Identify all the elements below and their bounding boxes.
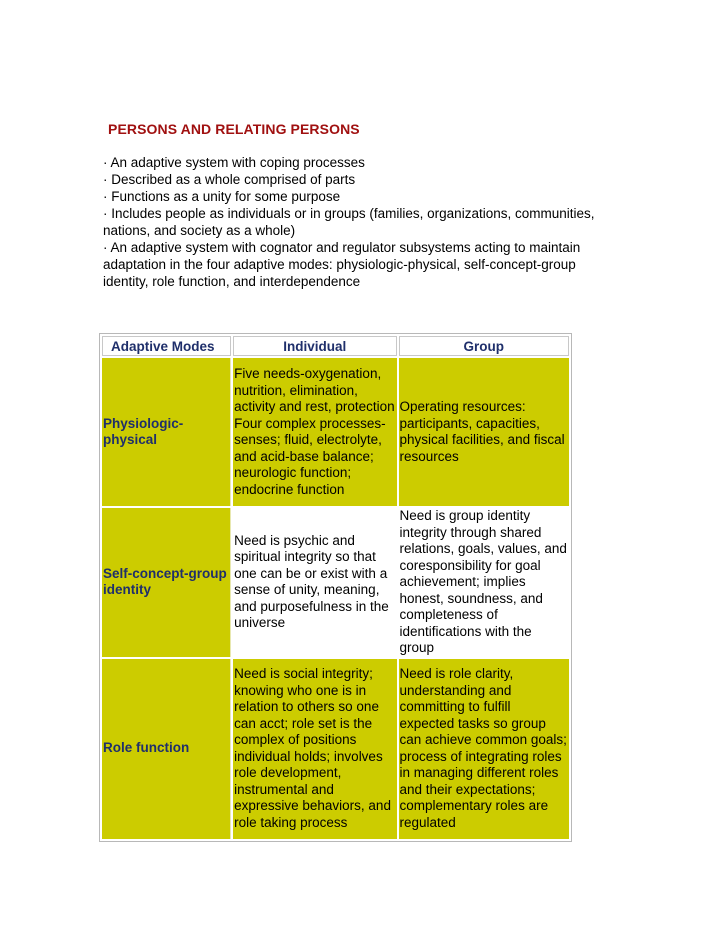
individual-cell: Five needs-oxygenation, nutrition, elimination, activity and rest, protection Four complex processes-senses; fluid, electrolyte, and acid-base balance; neurologic function; endocrine function bbox=[233, 358, 396, 506]
table-row bbox=[102, 659, 569, 839]
bullet-item: · An adaptive system with coping processes bbox=[103, 155, 365, 170]
intro-bullet-list bbox=[103, 154, 623, 290]
group-cell: Need is group identity integrity through shared relations, goals, values, and coresponsibility for goal achievement; implies honest, soundness, and completeness of identifications with the group bbox=[399, 508, 569, 657]
page-title: PERSONS AND RELATING PERSONS bbox=[108, 121, 360, 137]
group-cell: Operating resources: participants, capacities, physical facilities, and fiscal resources bbox=[399, 358, 569, 506]
table-row bbox=[102, 358, 569, 506]
header-group: Group bbox=[399, 336, 569, 356]
bullet-item: · Described as a whole comprised of parts bbox=[103, 172, 356, 187]
table-row bbox=[102, 508, 569, 657]
header-adaptive-modes: Adaptive Modes bbox=[102, 336, 231, 356]
mode-cell: Physiologic-physical bbox=[102, 358, 231, 506]
mode-cell: Role function bbox=[102, 659, 231, 839]
bullet-item: · An adaptive system with cognator and regulator subsystems acting to maintain adaptation in the four adaptive modes: physiologic-physical, self-concept-group identity, role function, and interdependence bbox=[103, 240, 581, 289]
header-individual: Individual bbox=[233, 336, 396, 356]
table-header-row bbox=[102, 336, 569, 356]
group-cell: Need is role clarity, understanding and committing to fulfill expected tasks so group can achieve common goals; process of integrating roles in managing different roles and their expectations; complementary roles are regulated bbox=[399, 659, 569, 839]
individual-cell: Need is social integrity; knowing who one is in relation to others so one can acct; role set is the complex of positions individual holds; involves role development, instrumental and expressive behaviors, and role taking process bbox=[233, 659, 396, 839]
adaptive-modes-table bbox=[99, 333, 572, 842]
bullet-item: · Functions as a unity for some purpose bbox=[103, 189, 341, 204]
mode-cell: Self-concept-group identity bbox=[102, 508, 231, 657]
individual-cell: Need is psychic and spiritual integrity so that one can be or exist with a sense of unity, meaning, and purposefulness in the universe bbox=[233, 508, 396, 657]
bullet-item: · Includes people as individuals or in groups (families, organizations, communities, nations, and society as a whole) bbox=[103, 206, 595, 238]
